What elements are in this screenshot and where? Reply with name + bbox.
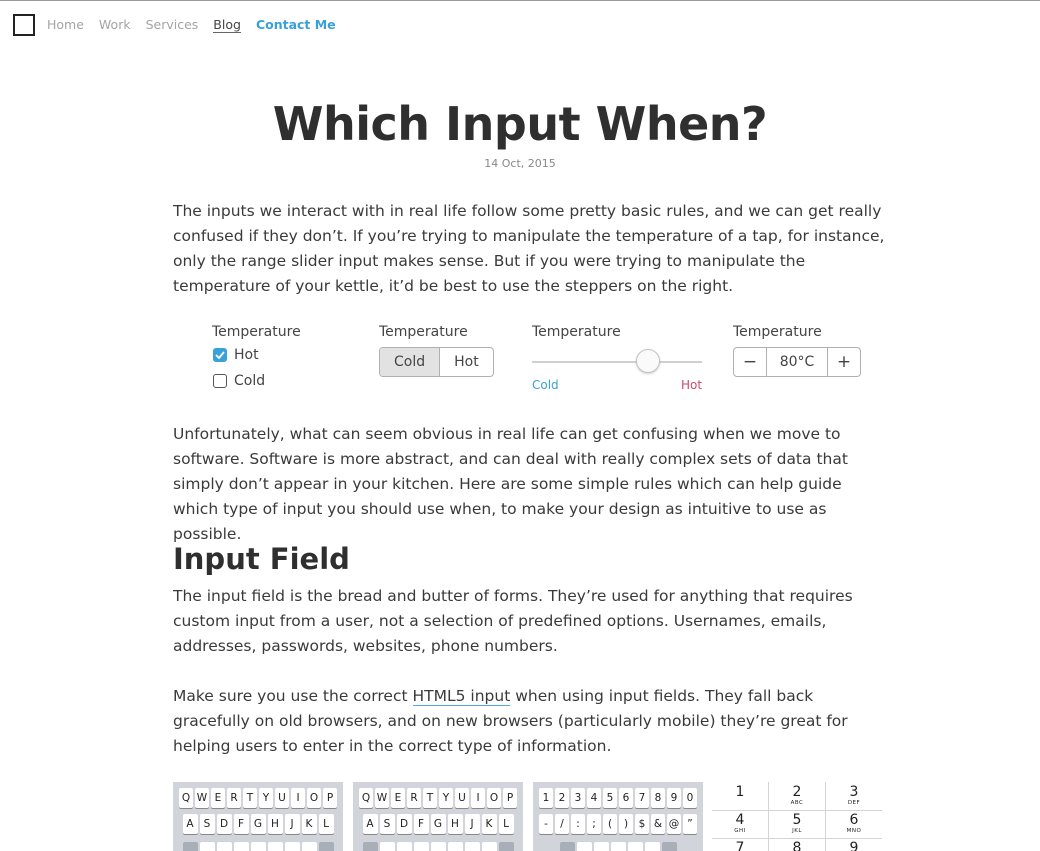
checkbox-hot-row[interactable]	[213, 347, 259, 363]
keyboard-key[interactable]: L	[319, 814, 334, 834]
numpad-digit: 9	[849, 840, 859, 851]
segment-hot-button[interactable]: Hot	[454, 354, 479, 370]
numpad-letters: JKL	[792, 828, 802, 834]
checkbox-cold-label: Cold	[234, 373, 266, 389]
numpad-digit: 8	[792, 840, 802, 851]
keyboard-key[interactable]: E	[211, 788, 225, 808]
range-slider-thumb[interactable]	[636, 349, 660, 373]
keyboard-key[interactable]: @	[667, 814, 681, 834]
checkbox-cold-row[interactable]	[213, 373, 265, 389]
keyboard-key[interactable]: P	[503, 788, 517, 808]
keyboard-key[interactable]: P	[323, 788, 337, 808]
keyboard-key[interactable]: O	[307, 788, 321, 808]
checkbox-cold-unchecked-icon[interactable]	[213, 374, 227, 388]
nav-services-link[interactable]: Services	[145, 17, 199, 32]
keyboard-key[interactable]: /	[555, 814, 569, 834]
post-date: 14 Oct, 2015	[484, 157, 556, 170]
keyboard-numpad	[712, 782, 882, 851]
input-field-paragraph: The input field is the bread and butter of forms. They’re used for anything that requires custom input from a user, not a selection of predefined options. Usernames, emails, addresses, passwords, websites, phone numbers.	[173, 587, 853, 655]
numpad-key[interactable]	[826, 838, 882, 851]
stepper-label: Temperature	[733, 324, 822, 340]
checkbox-group-label: Temperature	[212, 324, 301, 340]
keyboard-key[interactable]: H	[448, 814, 463, 834]
html5-input-link[interactable]: HTML5 input	[412, 687, 511, 705]
keyboard-key[interactable]: G	[431, 814, 446, 834]
numpad-key[interactable]	[769, 782, 825, 810]
keyboard-key[interactable]: I	[471, 788, 485, 808]
keyboard-row-2	[533, 814, 703, 834]
keyboard-key[interactable]: F	[234, 814, 249, 834]
keyboard-key[interactable]: G	[251, 814, 266, 834]
numpad-key[interactable]	[712, 838, 768, 851]
keyboard-key[interactable]: 1	[539, 788, 553, 808]
keyboard-key[interactable]: A	[183, 814, 198, 834]
keyboard-key[interactable]: J	[465, 814, 480, 834]
keyboard-key[interactable]: $	[635, 814, 649, 834]
keyboard-key[interactable]: ;	[587, 814, 601, 834]
keyboard-key[interactable]: Q	[359, 788, 373, 808]
keyboard-key[interactable]: 4	[587, 788, 601, 808]
keyboard-key[interactable]: &	[651, 814, 665, 834]
intro-paragraph: The inputs we interact with in real life follow some pretty basic rules, and we can get really confused if they don’t. If you’re trying to manipulate the temperature of a tap, for instance, only the range slider input makes sense. But if you were trying to manipulate the temperature of your kettle, it’d be best to use the steppers on the right.	[173, 202, 885, 295]
keyboard-key[interactable]: A	[363, 814, 378, 834]
numpad-digit: 5	[792, 812, 802, 828]
keyboard-key[interactable]: H	[268, 814, 283, 834]
section-heading-input-field: Input Field	[173, 542, 350, 576]
nav-work-link[interactable]: Work	[98, 17, 131, 32]
keyboard-key[interactable]: F	[414, 814, 429, 834]
numpad-digit: 4	[735, 812, 745, 828]
temperature-stepper	[733, 347, 861, 377]
numpad-key[interactable]	[826, 810, 882, 838]
slider-label: Temperature	[532, 324, 621, 340]
keyboard-key[interactable]: Q	[179, 788, 193, 808]
nav-contact-link[interactable]: Contact Me	[255, 17, 336, 32]
slider-hot-label: Hot	[681, 378, 703, 392]
html5-text-before: Make sure you use the correct	[173, 687, 413, 705]
keyboard-key[interactable]: W	[375, 788, 389, 808]
keyboard-numeric	[533, 782, 703, 851]
nav-home-link[interactable]: Home	[47, 17, 84, 32]
keyboard-key[interactable]: S	[200, 814, 215, 834]
stepper-plus-button[interactable]: +	[836, 352, 852, 372]
keyboard-key[interactable]: W	[195, 788, 209, 808]
numpad-letters: GHI	[734, 828, 746, 834]
nav-links	[47, 17, 351, 33]
keyboard-key[interactable]: O	[487, 788, 501, 808]
keyboard-key[interactable]: T	[423, 788, 437, 808]
keyboard-key[interactable]: 5	[603, 788, 617, 808]
keyboard-key[interactable]: S	[380, 814, 395, 834]
logo-square-icon[interactable]	[13, 14, 35, 36]
checkbox-hot-checked-icon[interactable]	[213, 348, 227, 362]
keyboard-key[interactable]: :	[571, 814, 585, 834]
range-slider-track[interactable]	[532, 361, 702, 363]
keyboard-key[interactable]: 9	[667, 788, 681, 808]
html5-text-after: when using input fields. They fall back gracefully on old browsers, and on new browsers (particularly mobile) they’re great for helping users to enter in the correct type of information.	[173, 687, 848, 755]
keyboard-key[interactable]: )	[619, 814, 633, 834]
keyboard-key[interactable]: 2	[555, 788, 569, 808]
keyboard-key[interactable]: U	[455, 788, 469, 808]
numpad-digit: 6	[849, 812, 859, 828]
stepper-minus-button[interactable]: −	[742, 352, 758, 372]
numpad-letters: DEF	[847, 800, 861, 806]
keyboard-key[interactable]: T	[243, 788, 257, 808]
keyboard-row-1	[533, 788, 703, 808]
keyboard-key[interactable]: U	[275, 788, 289, 808]
numpad-key[interactable]	[769, 838, 825, 851]
keyboard-key[interactable]: -	[539, 814, 553, 834]
segment-cold-button[interactable]: Cold	[380, 348, 440, 376]
slider-cold-label: Cold	[532, 378, 559, 392]
nav-bar	[13, 13, 351, 37]
keyboard-key[interactable]: Y	[439, 788, 453, 808]
keyboard-key[interactable]: L	[499, 814, 514, 834]
keyboard-key[interactable]: K	[302, 814, 317, 834]
numpad-key[interactable]	[769, 810, 825, 838]
nav-blog-link[interactable]: Blog	[213, 17, 241, 32]
keyboard-row-1	[173, 788, 343, 808]
html5-paragraph	[173, 684, 888, 759]
keyboard-key[interactable]: E	[391, 788, 405, 808]
keyboard-key[interactable]: 8	[651, 788, 665, 808]
numpad-digit: 3	[849, 784, 859, 800]
numpad-letters: MNO	[846, 828, 862, 834]
keyboard-key[interactable]: K	[482, 814, 497, 834]
keyboard-row-2	[353, 814, 523, 834]
keyboard-key[interactable]: ”	[683, 814, 697, 834]
numpad-key[interactable]	[712, 810, 768, 838]
keyboard-key[interactable]: 3	[571, 788, 585, 808]
keyboard-alpha	[173, 782, 343, 851]
segmented-control-label: Temperature	[379, 324, 468, 340]
keyboard-key[interactable]: R	[407, 788, 421, 808]
keyboard-row-1	[353, 788, 523, 808]
page-title: Which Input When?	[272, 97, 768, 151]
keyboard-key[interactable]: D	[217, 814, 232, 834]
numpad-letters: ABC	[790, 800, 804, 806]
numpad-digit: 7	[735, 840, 745, 851]
numpad-key[interactable]	[826, 782, 882, 810]
keyboard-key[interactable]: 7	[635, 788, 649, 808]
keyboard-alpha-email	[353, 782, 523, 851]
keyboard-key[interactable]: I	[291, 788, 305, 808]
checkbox-hot-label: Hot	[234, 347, 259, 363]
keyboard-key[interactable]: J	[285, 814, 300, 834]
keyboard-key[interactable]: (	[603, 814, 617, 834]
numpad-digit: 2	[792, 784, 802, 800]
keyboard-key[interactable]: D	[397, 814, 412, 834]
stepper-value[interactable]: 80°C	[766, 348, 828, 376]
keyboard-key[interactable]: 0	[683, 788, 697, 808]
numpad-key[interactable]	[712, 782, 768, 810]
keyboard-key[interactable]: R	[227, 788, 241, 808]
keyboard-key[interactable]: Y	[259, 788, 273, 808]
segmented-control	[379, 347, 494, 377]
software-paragraph: Unfortunately, what can seem obvious in real life can get confusing when we move to software. Software is more abstract, and can deal with really complex sets of data that simply don’t appear in your kitchen. Here are some simple rules which can help guide which type of input you should use when, to make your design as intuitive to use as possible.	[173, 425, 848, 543]
keyboard-key[interactable]: 6	[619, 788, 633, 808]
numpad-digit: 1	[735, 784, 745, 800]
keyboard-row-2	[173, 814, 343, 834]
